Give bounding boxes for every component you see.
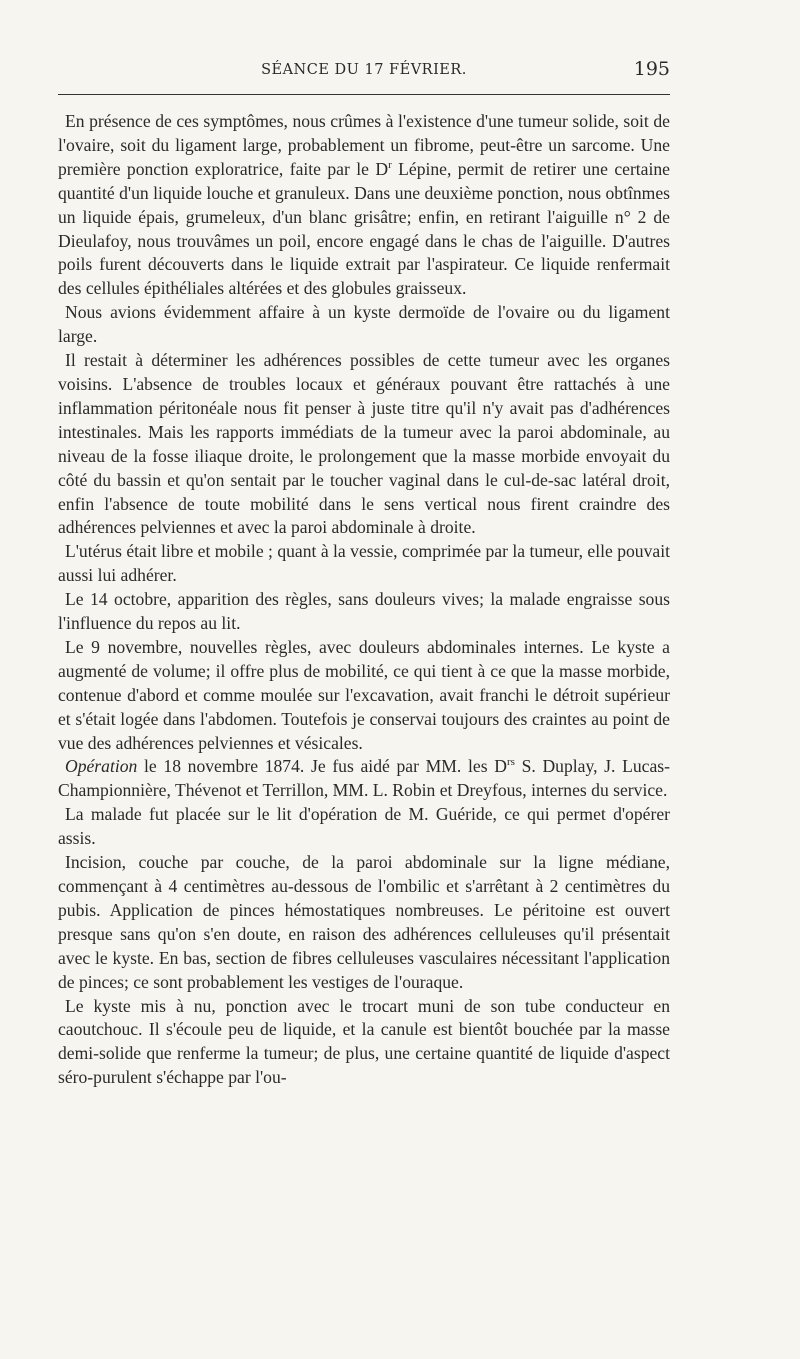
page-number: 195 [633,58,670,80]
header-rule [58,94,670,95]
paragraph: La malade fut placée sur le lit d'opération de M. Guéride, ce qui permet d'opérer assis. [58,804,670,849]
paragraph: Incision, couche par couche, de la paroi abdominale sur la ligne médiane, commençant à 4 centimètres au-dessous de l'ombilic et s'arrêtant à 2 centimètres du pubis. Application de pinces hémostatiques nombreuses. Le péritoine est ouvert presque sans qu'on s'en doute, en raison des adhérences celluleuses qu'il présentait avec le kyste. En bas, section de fibres celluleuses vasculaires nécessitant l'application de pinces; ce sont probablement les vestiges de l'ouraque. [58,852,670,992]
running-header [58,58,670,88]
document-page [58,0,670,1359]
body-text [58,110,670,1090]
paragraph: Nous avions évidemment affaire à un kyste dermoïde de l'ovaire ou du ligament large. [58,302,670,347]
paragraph: En présence de ces symptômes, nous crûmes à l'existence d'une tumeur solide, soit de l'ovaire, soit du ligament large, probablement un fibrome, peut-être un sarcome. Une première ponction exploratrice, faite par le $D^r$ Lépine, permit de retirer une certaine quantité d'un liquide louche et granuleux. Dans une deuxième ponction, nous obtînmes un liquide épais, grumeleux, d'un blanc grisâtre; enfin, en retirant l'aiguille n° 2 de Dieulafoy, nous trouvâmes un poil, encore engagé dans le chas de l'aiguille. D'autres poils furent découverts dans le liquide extrait par l'aspirateur. Ce liquide renfermait des cellules épithéliales altérées et des globules graisseux. [58,111,670,299]
paragraph: Le kyste mis à nu, ponction avec le trocart muni de son tube conducteur en caoutchouc. Il s'écoule peu de liquide, et la canule est bientôt bouchée par la masse demi-solide que renferme la tumeur; de plus, une certaine quantité de liquide d'aspect séro-purulent s'échappe par l'ou- [58,995,670,1088]
paragraph: Le 14 octobre, apparition des règles, sans douleurs vives; la malade engraisse sous l'influence du repos au lit. [58,589,670,634]
paragraph: Opération le 18 novembre 1874. Je fus aidé par MM. les $D^{rs}$ S. Duplay, J. Lucas-Championnière, Thévenot et Terrillon, MM. L. Robin et Dreyfous, internes du service. [58,756,670,801]
running-title: SÉANCE DU 17 FÉVRIER. [261,62,467,78]
paragraph: Il restait à déterminer les adhérences possibles de cette tumeur avec les organes voisins. L'absence de troubles locaux et généraux pouvant être rattachés à une inflammation péritonéale nous fit penser à juste titre qu'il n'y avait pas d'adhérences intestinales. Mais les rapports immédiats de la tumeur avec la paroi abdominale, au niveau de la fosse iliaque droite, le prolongement que la masse morbide envoyait du côté du bassin et qu'on sentait par le toucher vaginal dans le cul-de-sac latéral droit, enfin l'absence de toute mobilité dans le sens vertical nous firent craindre des adhérences pelviennes et avec la paroi abdominale à droite. [58,350,670,538]
paragraph: Le 9 novembre, nouvelles règles, avec douleurs abdominales internes. Le kyste a augmenté de volume; il offre plus de mobilité, ce qui tient à ce que la masse morbide, contenue d'abord et comme moulée sur l'excavation, avait franchi le détroit supérieur et s'était logée dans l'abdomen. Toutefois je conservai toujours des craintes au point de vue des adhérences pelviennes et vésicales. [58,636,670,753]
paragraph: L'utérus était libre et mobile ; quant à la vessie, comprimée par la tumeur, elle pouvait aussi lui adhérer. [58,541,670,586]
